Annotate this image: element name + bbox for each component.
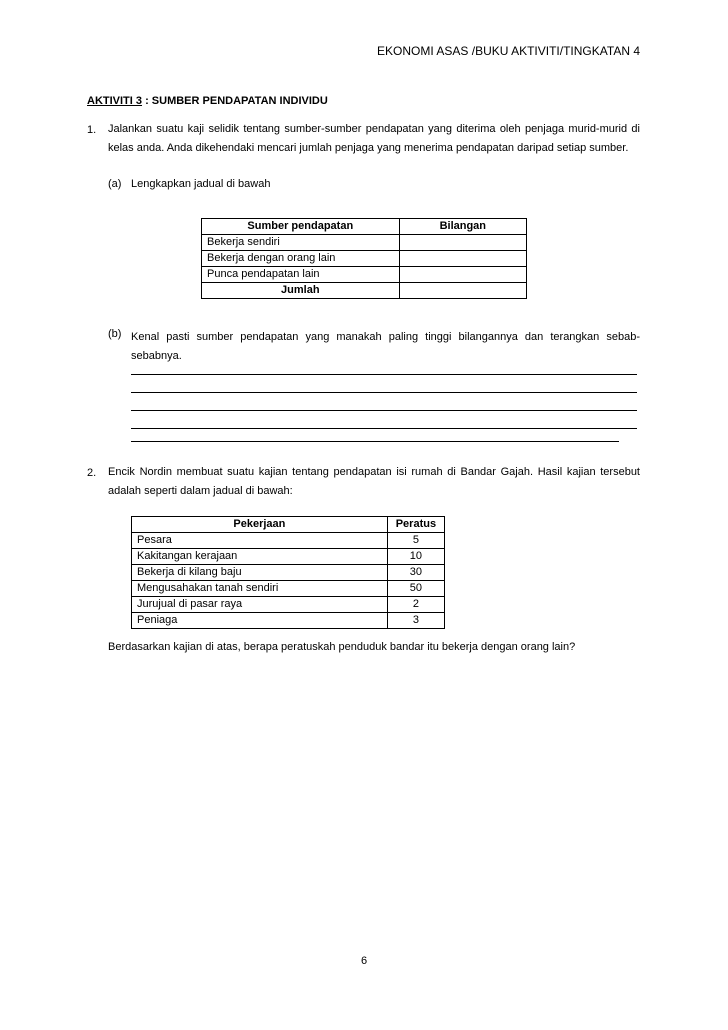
- total-label: Jumlah: [202, 283, 400, 299]
- part-a-text: Lengkapkan jadual di bawah: [131, 178, 271, 190]
- part-b-label: (b): [108, 328, 122, 340]
- activity-heading: : SUMBER PENDAPATAN INDIVIDU: [142, 95, 328, 107]
- count-cell[interactable]: [399, 267, 526, 283]
- table-header-row: [202, 219, 527, 235]
- job-cell: Mengusahakan tanah sendiri: [132, 581, 388, 597]
- total-cell[interactable]: [399, 283, 526, 299]
- activity-title: [87, 95, 328, 107]
- table-row: [202, 267, 527, 283]
- source-cell: Punca pendapatan lain: [202, 267, 400, 283]
- table-row: [202, 235, 527, 251]
- job-cell: Bekerja di kilang baju: [132, 565, 388, 581]
- table-row: [132, 549, 445, 565]
- income-source-table: [201, 218, 527, 299]
- table-total-row: [202, 283, 527, 299]
- percent-cell: 50: [387, 581, 444, 597]
- percent-cell: 2: [387, 597, 444, 613]
- table-row: [132, 581, 445, 597]
- part-b-text: Kenal pasti sumber pendapatan yang manakah paling tinggi bilangannya dan terangkan sebab-sebabnya.: [131, 331, 640, 362]
- table-row: [132, 565, 445, 581]
- percent-cell: 3: [387, 613, 444, 629]
- question-2-prompt: Berdasarkan kajian di atas, berapa peratuskah penduduk bandar itu bekerja dengan orang lain?: [108, 641, 576, 653]
- count-cell[interactable]: [399, 235, 526, 251]
- occupation-table: [131, 516, 445, 629]
- answer-line[interactable]: [131, 410, 637, 411]
- table-row: [202, 251, 527, 267]
- table-row: [132, 597, 445, 613]
- job-cell: Kakitangan kerajaan: [132, 549, 388, 565]
- column-header: Pekerjaan: [132, 517, 388, 533]
- question-2-number: 2.: [87, 467, 97, 479]
- answer-line[interactable]: [131, 441, 619, 442]
- question-1-text: Jalankan suatu kaji selidik tentang sumber-sumber pendapatan yang diterima oleh penjaga murid-murid di kelas anda. Anda dikehendaki mencari jumlah penjaga yang menerima pendapatan daripad setiap sumber.: [108, 123, 640, 154]
- table-row: [132, 613, 445, 629]
- activity-label: AKTIVITI 3: [87, 95, 143, 107]
- percent-cell: 5: [387, 533, 444, 549]
- column-header: Sumber pendapatan: [202, 219, 400, 235]
- part-a-label: (a): [108, 178, 122, 190]
- column-header: Peratus: [387, 517, 444, 533]
- source-cell: Bekerja dengan orang lain: [202, 251, 400, 267]
- percent-cell: 30: [387, 565, 444, 581]
- percent-cell: 10: [387, 549, 444, 565]
- count-cell[interactable]: [399, 251, 526, 267]
- job-cell: Peniaga: [132, 613, 388, 629]
- page-number: 6: [360, 955, 368, 967]
- job-cell: Pesara: [132, 533, 388, 549]
- source-cell: Bekerja sendiri: [202, 235, 400, 251]
- job-cell: Jurujual di pasar raya: [132, 597, 388, 613]
- page-header: EKONOMI ASAS /BUKU AKTIVITI/TINGKATAN 4: [377, 44, 640, 58]
- question-1-number: 1.: [87, 124, 97, 136]
- table-header-row: [132, 517, 445, 533]
- answer-line[interactable]: [131, 374, 637, 375]
- question-2-text: Encik Nordin membuat suatu kajian tentang pendapatan isi rumah di Bandar Gajah. Hasil kajian tersebut adalah seperti dalam jadual di bawah:: [108, 466, 640, 497]
- answer-line[interactable]: [131, 392, 637, 393]
- column-header: Bilangan: [399, 219, 526, 235]
- answer-line[interactable]: [131, 428, 637, 429]
- table-row: [132, 533, 445, 549]
